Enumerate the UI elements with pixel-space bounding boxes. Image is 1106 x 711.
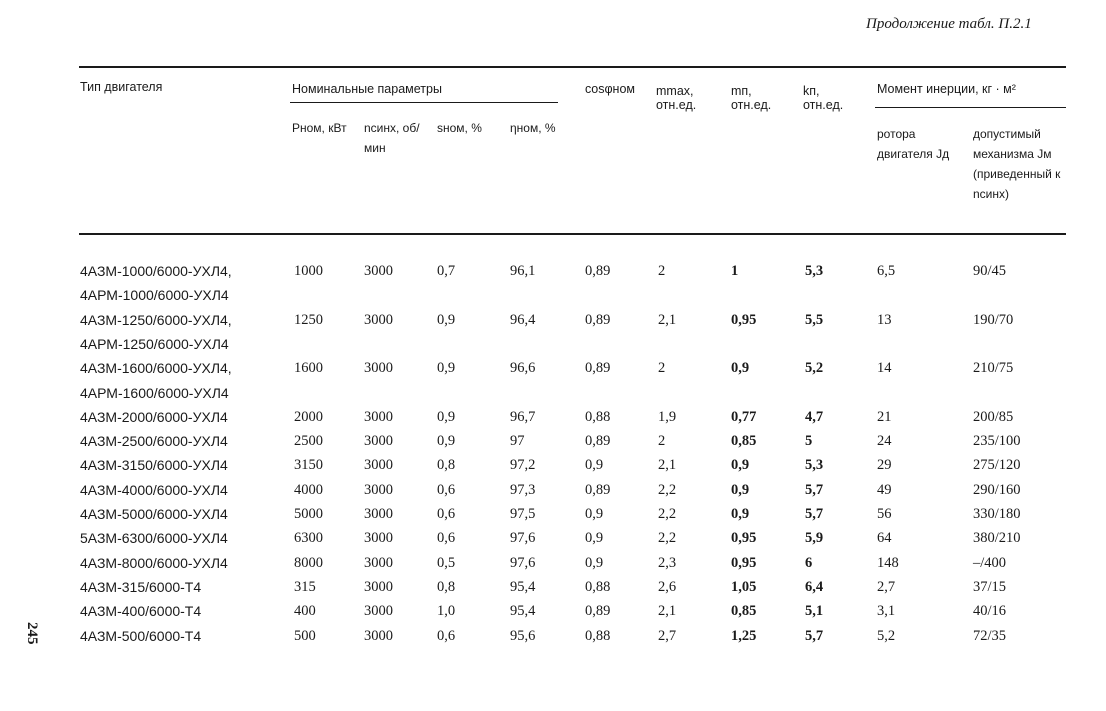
header-mechanism: допустимый механизма Jм (приведенный к nсинх) bbox=[973, 127, 1061, 201]
cell-eta: 95,4 bbox=[510, 603, 536, 620]
cell-jd: 6,5 bbox=[877, 263, 896, 279]
header-eta-nom: ηном, % bbox=[510, 121, 556, 135]
cell-kp: 6,4 bbox=[805, 578, 824, 595]
cell-jm: 190/70 bbox=[973, 311, 1014, 328]
page-number: 245 bbox=[24, 622, 40, 645]
cell-mmax: 2,3 bbox=[658, 554, 677, 571]
motor-type-alt-cell: 4АРМ-1000/6000-УХЛ4 bbox=[80, 287, 229, 304]
cell-cos: 0,88 bbox=[585, 408, 611, 425]
cell-jd: 64 bbox=[877, 530, 892, 547]
cell-n: 3000 bbox=[364, 481, 393, 498]
header-k-p: kп, отн.ед. bbox=[803, 84, 844, 112]
cell-mmax: 2,1 bbox=[658, 311, 677, 328]
cell-cos: 0,88 bbox=[585, 578, 611, 595]
cell-kp: 5 bbox=[805, 433, 813, 450]
cell-mp: 0,85 bbox=[731, 603, 757, 620]
cell-s: 0,9 bbox=[437, 360, 456, 377]
cell-mp: 0,95 bbox=[731, 311, 757, 328]
motor-type-cell: 4АЗМ-1250/6000-УХЛ4, bbox=[80, 311, 232, 328]
header-bottom-rule bbox=[79, 233, 1066, 235]
cell-p: 2500 bbox=[294, 433, 323, 450]
motor-type-alt-cell: 4АРМ-1250/6000-УХЛ4 bbox=[80, 335, 229, 352]
cell-kp: 5,5 bbox=[805, 311, 824, 328]
table-caption: Продолжение табл. П.2.1 bbox=[866, 16, 1032, 32]
cell-p: 2000 bbox=[294, 408, 323, 425]
cell-mp: 1,25 bbox=[731, 627, 757, 644]
cell-jd: 3,1 bbox=[877, 603, 896, 620]
cell-p: 500 bbox=[294, 627, 316, 644]
cell-mp: 0,9 bbox=[731, 481, 750, 498]
cell-cos: 0,9 bbox=[585, 457, 604, 474]
cell-eta: 96,1 bbox=[510, 263, 536, 279]
cell-s: 0,6 bbox=[437, 530, 456, 547]
cell-s: 0,8 bbox=[437, 457, 456, 474]
cell-cos: 0,89 bbox=[585, 433, 611, 450]
cell-n: 3000 bbox=[364, 457, 393, 474]
header-inertia: Момент инерции, кг · м² bbox=[877, 82, 1016, 96]
cell-jm: 37/15 bbox=[973, 578, 1007, 595]
cell-n: 3000 bbox=[364, 360, 393, 377]
cell-mmax: 2 bbox=[658, 263, 666, 279]
motor-type-cell: 4АЗМ-500/6000-Т4 bbox=[80, 627, 202, 644]
cell-jd: 5,2 bbox=[877, 627, 896, 644]
cell-n: 3000 bbox=[364, 554, 393, 571]
cell-kp: 5,1 bbox=[805, 603, 824, 620]
cell-cos: 0,9 bbox=[585, 554, 604, 571]
cell-s: 0,8 bbox=[437, 578, 456, 595]
cell-eta: 97,3 bbox=[510, 481, 536, 498]
nominal-params-underline bbox=[290, 102, 558, 103]
cell-n: 3000 bbox=[364, 263, 393, 279]
inertia-underline bbox=[875, 107, 1066, 108]
cell-s: 0,9 bbox=[437, 433, 456, 450]
header-m-p: mп, отн.ед. bbox=[731, 84, 772, 112]
cell-kp: 5,3 bbox=[805, 457, 824, 474]
cell-n: 3000 bbox=[364, 530, 393, 547]
cell-s: 0,7 bbox=[437, 263, 456, 279]
cell-p: 8000 bbox=[294, 554, 323, 571]
cell-p: 315 bbox=[294, 578, 316, 595]
cell-eta: 97,6 bbox=[510, 530, 536, 547]
header-s-nom: sном, % bbox=[437, 121, 482, 135]
motor-type-cell: 4АЗМ-2000/6000-УХЛ4 bbox=[80, 408, 228, 425]
cell-p: 3150 bbox=[294, 457, 323, 474]
cell-eta: 97,6 bbox=[510, 554, 536, 571]
cell-kp: 5,7 bbox=[805, 506, 824, 522]
cell-p: 1600 bbox=[294, 360, 323, 377]
header-cos-phi: cosφном bbox=[585, 82, 636, 96]
cell-cos: 0,9 bbox=[585, 530, 604, 547]
motor-type-cell: 4АЗМ-2500/6000-УХЛ4 bbox=[80, 433, 228, 450]
cell-p: 6300 bbox=[294, 530, 323, 547]
motor-type-alt-cell: 4АРМ-1600/6000-УХЛ4 bbox=[80, 384, 229, 401]
cell-p: 1250 bbox=[294, 311, 323, 328]
cell-eta: 95,6 bbox=[510, 627, 536, 644]
cell-eta: 96,4 bbox=[510, 311, 536, 328]
header-rotor: ротора двигателя Jд bbox=[877, 127, 950, 161]
cell-n: 3000 bbox=[364, 408, 393, 425]
cell-mp: 0,9 bbox=[731, 506, 750, 522]
cell-mmax: 2,2 bbox=[658, 506, 677, 522]
cell-kp: 6 bbox=[805, 554, 813, 571]
cell-jd: 24 bbox=[877, 433, 892, 450]
cell-n: 3000 bbox=[364, 433, 393, 450]
cell-cos: 0,89 bbox=[585, 311, 611, 328]
cell-cos: 0,88 bbox=[585, 627, 611, 644]
cell-mmax: 2,1 bbox=[658, 457, 677, 474]
header-nominal-params: Номинальные параметры bbox=[292, 82, 442, 96]
motor-type-cell: 4АЗМ-400/6000-Т4 bbox=[80, 603, 202, 620]
cell-jm: 235/100 bbox=[973, 433, 1021, 450]
cell-p: 400 bbox=[294, 603, 316, 620]
cell-jd: 14 bbox=[877, 360, 892, 377]
cell-mp: 1,05 bbox=[731, 578, 757, 595]
cell-jm: 90/45 bbox=[973, 263, 1007, 279]
cell-jm: 200/85 bbox=[973, 408, 1014, 425]
header-n-sync: nсинх, об/мин bbox=[364, 121, 420, 155]
header-motor-type: Тип двигателя bbox=[80, 80, 163, 94]
cell-cos: 0,89 bbox=[585, 360, 611, 377]
cell-eta: 97 bbox=[510, 433, 525, 450]
cell-s: 0,5 bbox=[437, 554, 456, 571]
cell-n: 3000 bbox=[364, 627, 393, 644]
cell-eta: 97,5 bbox=[510, 506, 536, 522]
cell-mmax: 1,9 bbox=[658, 408, 677, 425]
cell-jm: 72/35 bbox=[973, 627, 1007, 644]
cell-jm: 380/210 bbox=[973, 530, 1021, 547]
cell-jm: 40/16 bbox=[973, 603, 1007, 620]
cell-mmax: 2,2 bbox=[658, 530, 677, 547]
cell-jm: –/400 bbox=[973, 554, 1007, 571]
cell-s: 1,0 bbox=[437, 603, 456, 620]
cell-jm: 290/160 bbox=[973, 481, 1021, 498]
cell-eta: 96,7 bbox=[510, 408, 536, 425]
cell-jm: 330/180 bbox=[973, 506, 1021, 522]
cell-jm: 210/75 bbox=[973, 360, 1014, 377]
cell-s: 0,9 bbox=[437, 408, 456, 425]
cell-jd: 29 bbox=[877, 457, 892, 474]
cell-kp: 5,7 bbox=[805, 481, 824, 498]
cell-jd: 56 bbox=[877, 506, 892, 522]
cell-jd: 148 bbox=[877, 554, 899, 571]
cell-cos: 0,89 bbox=[585, 481, 611, 498]
cell-mmax: 2,2 bbox=[658, 481, 677, 498]
cell-kp: 5,2 bbox=[805, 360, 824, 377]
cell-mmax: 2,1 bbox=[658, 603, 677, 620]
header-p-nom: Pном, кВт bbox=[292, 121, 347, 135]
cell-kp: 5,3 bbox=[805, 263, 824, 279]
cell-mmax: 2,7 bbox=[658, 627, 677, 644]
cell-n: 3000 bbox=[364, 311, 393, 328]
cell-mp: 0,77 bbox=[731, 408, 757, 425]
motor-type-cell: 4АЗМ-315/6000-Т4 bbox=[80, 578, 202, 595]
motor-type-cell: 4АЗМ-4000/6000-УХЛ4 bbox=[80, 481, 228, 498]
cell-cos: 0,9 bbox=[585, 506, 604, 522]
cell-jd: 2,7 bbox=[877, 578, 896, 595]
cell-mmax: 2 bbox=[658, 360, 666, 377]
cell-jd: 49 bbox=[877, 481, 892, 498]
cell-mmax: 2,6 bbox=[658, 578, 677, 595]
cell-p: 4000 bbox=[294, 481, 323, 498]
motor-type-cell: 4АЗМ-8000/6000-УХЛ4 bbox=[80, 554, 228, 571]
cell-kp: 5,7 bbox=[805, 627, 824, 644]
cell-p: 5000 bbox=[294, 506, 323, 522]
table-top-rule bbox=[79, 66, 1066, 68]
cell-mp: 1 bbox=[731, 263, 739, 279]
cell-mp: 0,85 bbox=[731, 433, 757, 450]
cell-cos: 0,89 bbox=[585, 603, 611, 620]
cell-kp: 4,7 bbox=[805, 408, 824, 425]
cell-jd: 13 bbox=[877, 311, 892, 328]
cell-p: 1000 bbox=[294, 263, 323, 279]
cell-eta: 97,2 bbox=[510, 457, 536, 474]
cell-mp: 0,95 bbox=[731, 530, 757, 547]
cell-jd: 21 bbox=[877, 408, 892, 425]
cell-mp: 0,95 bbox=[731, 554, 757, 571]
motor-type-cell: 4АЗМ-1000/6000-УХЛ4, bbox=[80, 263, 232, 279]
cell-cos: 0,89 bbox=[585, 263, 611, 279]
cell-mp: 0,9 bbox=[731, 360, 750, 377]
cell-s: 0,6 bbox=[437, 506, 456, 522]
motor-type-cell: 5АЗМ-6300/6000-УХЛ4 bbox=[80, 530, 228, 547]
cell-kp: 5,9 bbox=[805, 530, 824, 547]
cell-n: 3000 bbox=[364, 506, 393, 522]
cell-eta: 95,4 bbox=[510, 578, 536, 595]
cell-n: 3000 bbox=[364, 603, 393, 620]
cell-mmax: 2 bbox=[658, 433, 666, 450]
cell-s: 0,6 bbox=[437, 627, 456, 644]
cell-n: 3000 bbox=[364, 578, 393, 595]
motor-type-cell: 4АЗМ-1600/6000-УХЛ4, bbox=[80, 360, 232, 377]
motor-type-cell: 4АЗМ-5000/6000-УХЛ4 bbox=[80, 506, 228, 522]
header-m-max: mmax, отн.ед. bbox=[656, 84, 697, 112]
cell-jm: 275/120 bbox=[973, 457, 1021, 474]
cell-s: 0,9 bbox=[437, 311, 456, 328]
cell-s: 0,6 bbox=[437, 481, 456, 498]
cell-eta: 96,6 bbox=[510, 360, 536, 377]
cell-mp: 0,9 bbox=[731, 457, 750, 474]
motor-type-cell: 4АЗМ-3150/6000-УХЛ4 bbox=[80, 457, 228, 474]
